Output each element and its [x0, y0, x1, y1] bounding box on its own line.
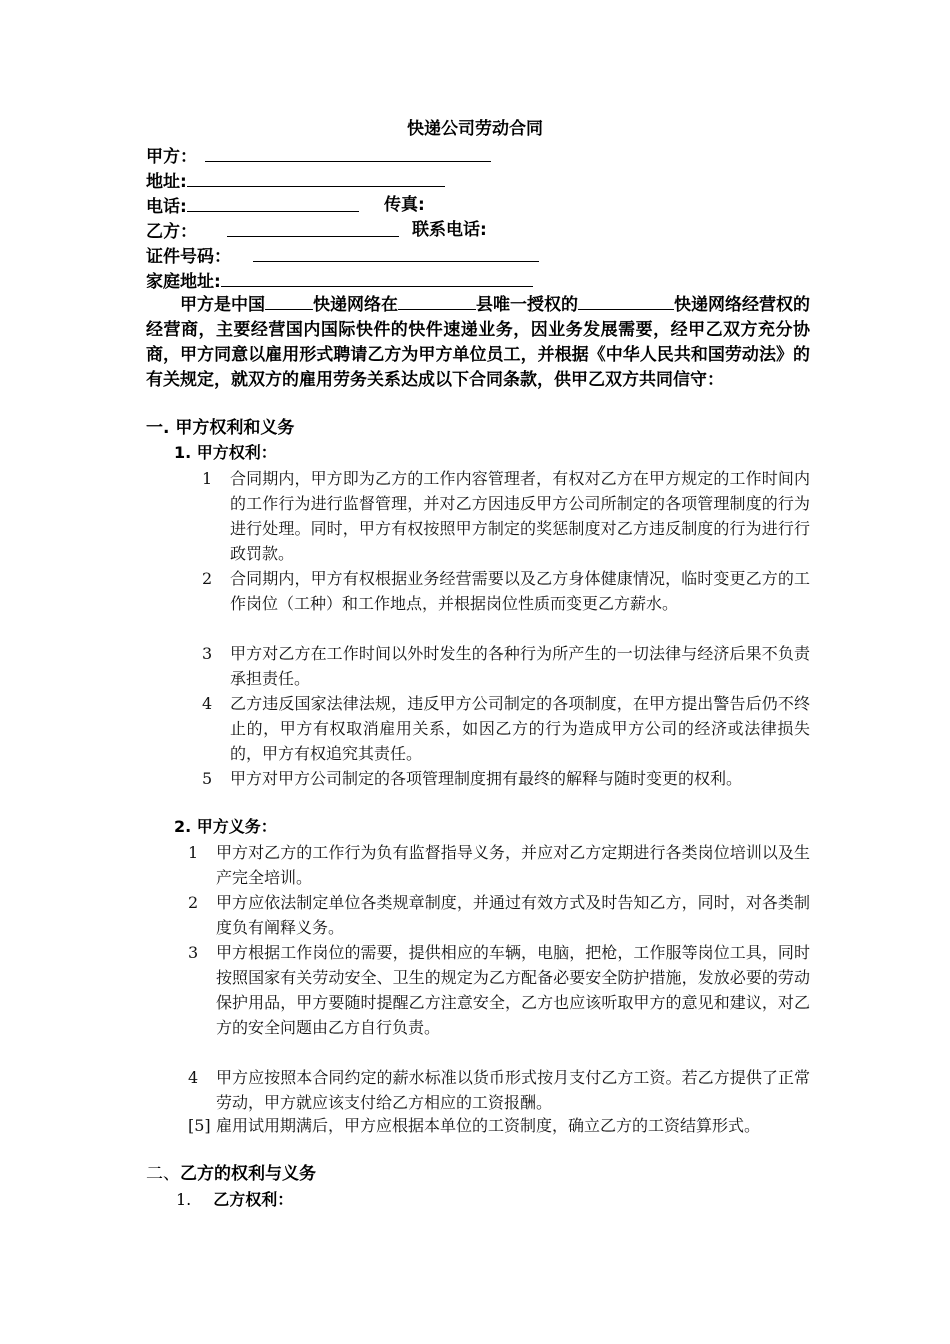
id-number-field: [146, 243, 539, 269]
item-number: [5]: [188, 1116, 211, 1135]
item-text: 雇用试用期满后，甲方应根据本单位的工资制度，确立乙方的工资结算形式。: [216, 1116, 761, 1135]
section-1-sub2-heading: 2. 甲方义务：: [174, 817, 277, 836]
duties-item: [188, 890, 810, 940]
item-text: 合同期内，甲方有权根据业务经营需要以及乙方身体健康情况，临时变更乙方的工作岗位（工种）和工作地点，并根据岗位性质而变更乙方薪水。: [230, 569, 810, 613]
intro-blank-2[interactable]: [398, 292, 476, 310]
intro-text-2: 快递网络在: [313, 295, 398, 315]
contact-phone-field: [412, 218, 487, 242]
party-b-label: 乙方：: [146, 222, 197, 242]
rights-item: [202, 466, 810, 566]
rights-item: [202, 766, 810, 816]
contact-phone-label: 联系电话:: [412, 220, 487, 240]
item-number: 1: [188, 843, 199, 862]
section-2-heading: [146, 1162, 316, 1186]
section-1-sub1-heading: 1. 甲方权利：: [174, 443, 277, 462]
section-1-heading: 一. 甲方权利和义务: [146, 418, 295, 438]
rights-item: [202, 691, 810, 766]
duties-item: [188, 1113, 810, 1163]
section-2-sub1-heading: [176, 1188, 293, 1212]
rights-item: [202, 641, 810, 691]
id-number-blank[interactable]: [253, 243, 539, 262]
party-b-field: [146, 218, 399, 244]
section-2-sub1-number: 1.: [176, 1190, 192, 1209]
home-address-blank[interactable]: [221, 268, 533, 287]
item-number: 4: [202, 694, 213, 713]
party-a-label: 甲方：: [146, 147, 197, 167]
phone-field: [146, 193, 359, 219]
rights-item: [202, 566, 810, 641]
intro-text-3: 县唯一授权的: [476, 295, 578, 315]
item-number: 3: [202, 644, 213, 663]
duties-item: [188, 840, 810, 890]
item-number: 5: [202, 769, 213, 788]
party-a-blank[interactable]: [205, 143, 491, 162]
item-text: 合同期内，甲方即为乙方的工作内容管理者，有权对乙方在甲方规定的工作时间内的工作行为进行监督管理，并对乙方因违反甲方公司所制定的各项管理制度的行为进行处理。同时，甲方有权按照甲方制定的奖惩制度对乙方违反制度的行为进行行政罚款。: [230, 469, 810, 563]
item-text: 甲方应按照本合同约定的薪水标准以货币形式按月支付乙方工资。若乙方提供了正常劳动，甲方就应该支付给乙方相应的工资报酬。: [216, 1068, 810, 1112]
item-text: 甲方根据工作岗位的需要，提供相应的车辆，电脑，把枪，工作服等岗位工具，同时按照国家有关劳动安全、卫生的规定为乙方配备必要安全防护措施，发放必要的劳动保护用品，甲方要随时提醒乙方注意安全，乙方也应该听取甲方的意见和建议，对乙方的安全问题由乙方自行负责。: [216, 943, 810, 1037]
phone-label: 电话:: [146, 197, 187, 217]
fax-label: 传真:: [384, 195, 425, 215]
item-text: 乙方违反国家法律法规，违反甲方公司制定的各项制度，在甲方提出警告后仍不终止的，甲方有权取消雇用关系，如因乙方的行为造成甲方公司的经济或法律损失的，甲方有权追究其责任。: [230, 694, 810, 763]
item-number: 4: [188, 1068, 199, 1087]
party-b-blank[interactable]: [227, 218, 399, 237]
item-text: 甲方应依法制定单位各类规章制度，并通过有效方式及时告知乙方，同时，对各类制度负有阐释义务。: [216, 893, 810, 937]
fax-field: [384, 193, 425, 217]
address-blank[interactable]: [187, 168, 445, 187]
address-field: [146, 168, 445, 194]
home-address-field: [146, 268, 533, 294]
duties-item: [188, 940, 810, 1065]
item-text: 甲方对甲方公司制定的各项管理制度拥有最终的解释与随时变更的权利。: [230, 769, 743, 788]
intro-blank-3[interactable]: [578, 292, 674, 310]
id-number-label: 证件号码：: [146, 247, 231, 267]
item-text: 甲方对乙方在工作时间以外时发生的各种行为所产生的一切法律与经济后果不负责承担责任。: [230, 644, 810, 688]
item-number: 2: [202, 569, 213, 588]
intro-text-4: 快递网络经营权的经营商，主要经营国内国际快件的快件速递业务，因业务发展需要，经甲乙双方充分协商，甲方同意以雇用形式聘请乙方为甲方单位员工，并根据《中华人民共和国劳动法》的有关规定，就双方的雇用劳务关系达成以下合同条款，供甲乙双方共同信守：: [146, 295, 810, 390]
document-title: 快递公司劳动合同: [407, 119, 543, 139]
intro-text-1: 甲方是中国: [180, 295, 265, 315]
section-2-sub1-title: 乙方权利：: [213, 1190, 294, 1209]
address-label: 地址:: [146, 172, 187, 192]
item-text: 甲方对乙方的工作行为负有监督指导义务，并应对乙方定期进行各类岗位培训以及生产完全培训。: [216, 843, 810, 887]
phone-blank[interactable]: [187, 193, 359, 212]
intro-paragraph: [146, 292, 810, 393]
item-number: 1: [202, 469, 213, 488]
section-2-title: 乙方的权利与义务: [180, 1164, 316, 1184]
intro-blank-1[interactable]: [265, 292, 313, 310]
item-number: 2: [188, 893, 199, 912]
home-address-label: 家庭地址:: [146, 272, 221, 292]
item-number: 3: [188, 943, 199, 962]
section-2-prefix: 二、: [146, 1164, 180, 1184]
party-a-field: [146, 143, 491, 169]
duties-item: [188, 1065, 810, 1115]
